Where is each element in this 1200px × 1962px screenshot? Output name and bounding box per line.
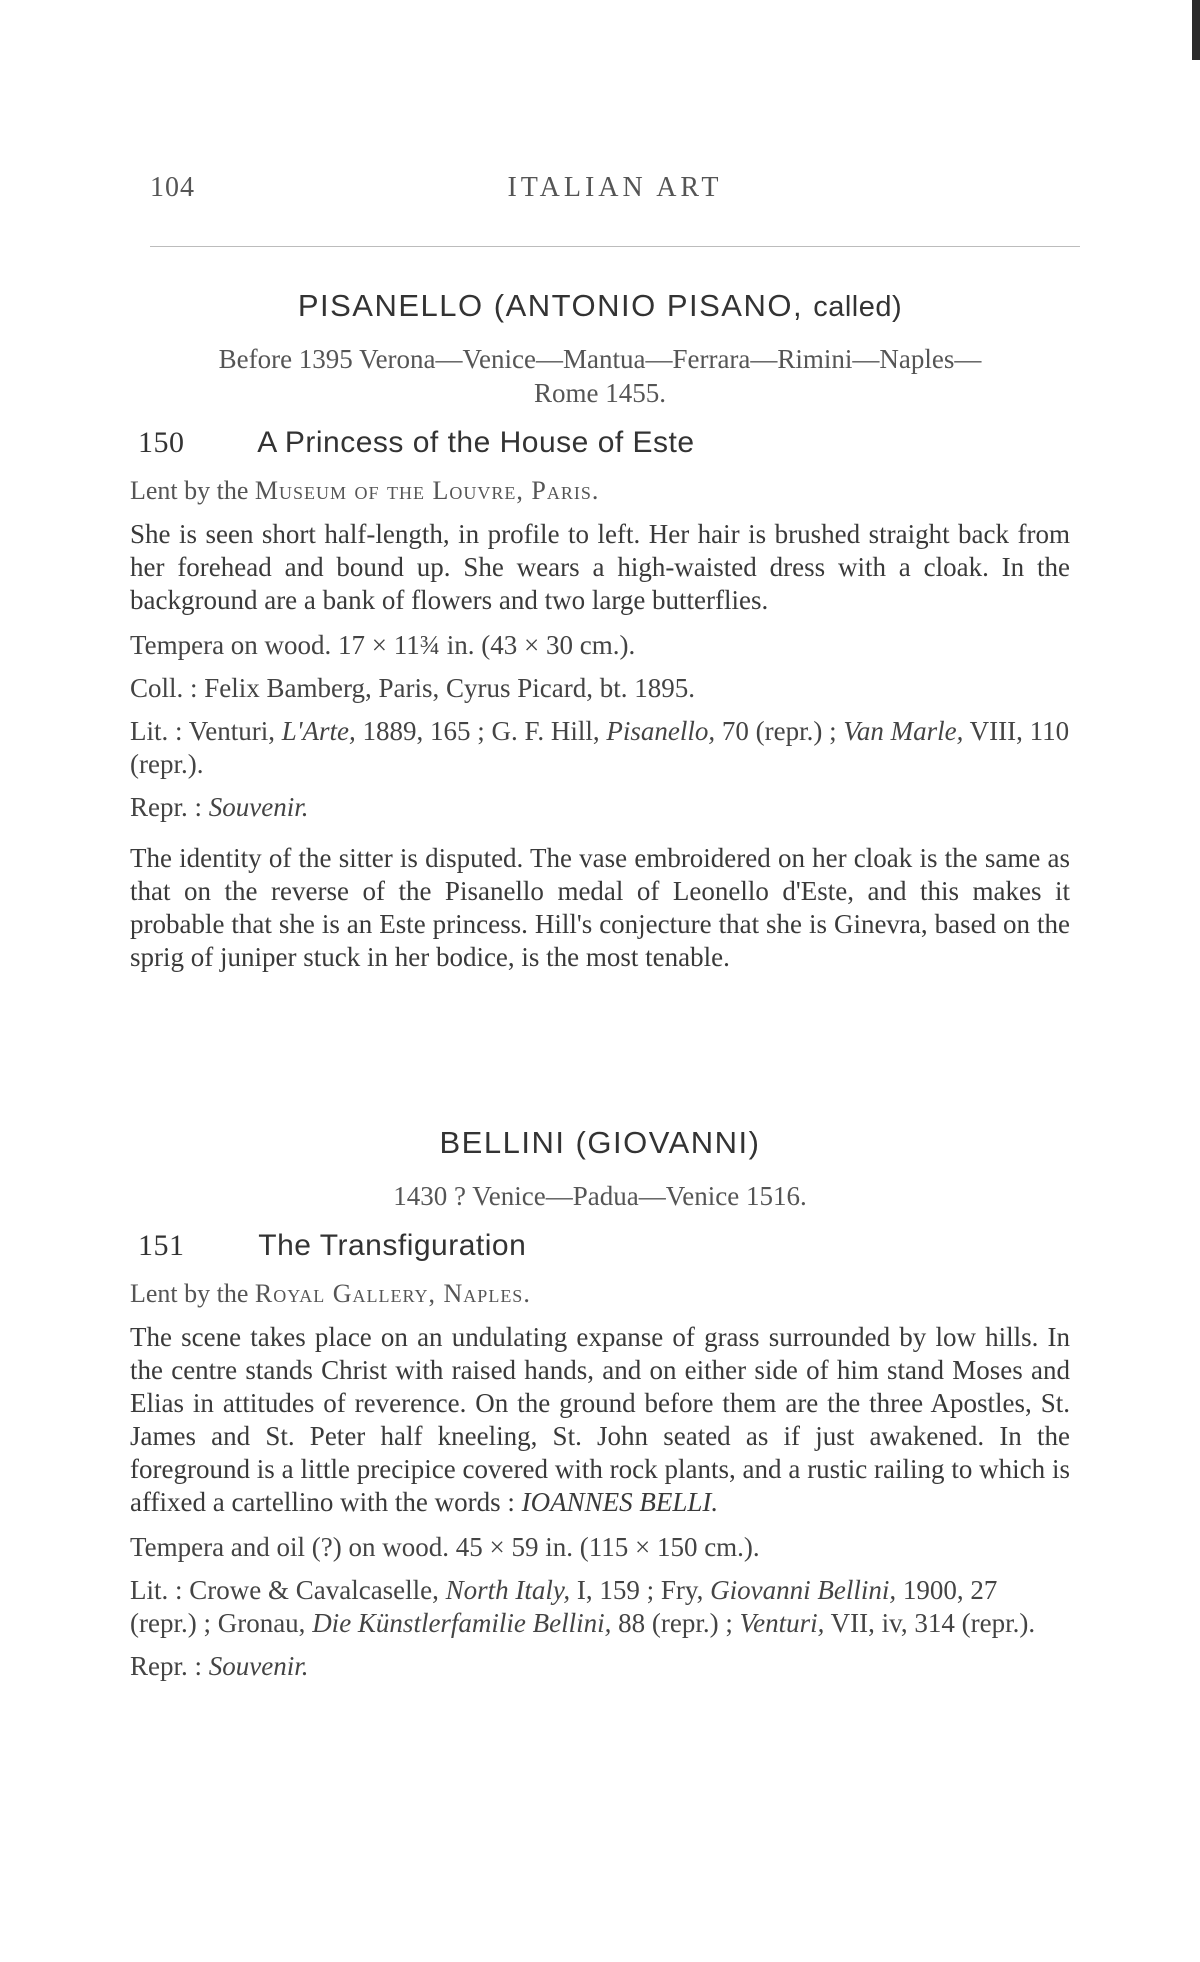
running-header: [150, 172, 1080, 212]
description: [130, 1321, 1070, 1519]
lit-title: Van Marle,: [843, 716, 964, 746]
description: She is seen short half-length, in profile to left. Her hair is brushed straight back from her forehead and bound up. She wears a high-waisted dress with a cloak. In the background are a bank of flowers and two large butterflies.: [130, 519, 1070, 615]
inscription: IOANNES BELLI.: [521, 1487, 719, 1517]
lit-title: Venturi,: [739, 1608, 825, 1638]
lender-line: [130, 476, 1070, 506]
artist-name: BELLINI (GIOVANNI): [439, 1125, 761, 1160]
lender-name: Royal Gallery, Naples.: [254, 1279, 531, 1308]
lit-title: North Italy,: [445, 1575, 571, 1605]
repr-label: Repr. :: [130, 792, 202, 822]
catalogue-number: 151: [138, 1229, 185, 1262]
lit-text: Lit. : Crowe & Cavalcaselle,: [130, 1575, 439, 1605]
page-number: 104: [150, 172, 195, 203]
work-title: [130, 426, 1070, 460]
medium-dimensions: Tempera and oil (?) on wood. 45 × 59 in. (115 × 150 cm.).: [130, 1532, 760, 1562]
lit-text: 70 (repr.) ;: [721, 716, 837, 746]
artist-name: PISANELLO (ANTONIO PISANO,: [297, 288, 804, 323]
repr-value: Souvenir.: [208, 792, 309, 822]
repr-value: Souvenir.: [208, 1651, 309, 1681]
scan-edge-mark: [1192, 0, 1200, 60]
lender-name: Museum of the Louvre, Paris.: [254, 476, 600, 505]
title-text: The Transfiguration: [258, 1229, 527, 1262]
lit-text: 1900, 27 (repr.) ; Gronau,: [130, 1575, 998, 1638]
catalogue-number: 150: [138, 426, 185, 459]
lender-line: [130, 1279, 1070, 1309]
artist-bio: 1430 ? Venice—Padua—Venice 1516.: [393, 1181, 807, 1211]
artist-name-suffix: called): [813, 291, 903, 323]
description-text: The scene takes place on an undulating expanse of grass surrounded by low hills. In the centre stands Christ with raised hands, and on either side of him stand Moses and Elias in attitudes of reverence. On the ground before them are the three Apostles, St. James and St. Peter half kneeling, St. John seated as if just awakened. In the foreground is a little precipice covered with rock plants, and a rustic railing to which is affixed a cartellino with the words :: [130, 1322, 1070, 1517]
medium-dimensions: Tempera on wood. 17 × 11¾ in. (43 × 30 cm.).: [130, 630, 636, 660]
lit-text: Lit. : Venturi,: [130, 716, 275, 746]
lent-prefix: Lent by the: [130, 1279, 249, 1308]
catalogue-entry: [130, 288, 1070, 986]
header-rule: [150, 246, 1080, 247]
artist-heading: [130, 288, 1070, 324]
collection-history: Coll. : Felix Bamberg, Paris, Cyrus Picard, bt. 1895.: [130, 673, 695, 703]
lit-text: I, 159 ; Fry,: [576, 1575, 704, 1605]
lent-prefix: Lent by the: [130, 476, 249, 505]
lit-title: L'Arte,: [281, 716, 356, 746]
artist-bio: Before 1395 Verona—Venice—Mantua—Ferrara—Rimini—Naples—Rome 1455.: [218, 344, 982, 408]
lit-title: Giovanni Bellini,: [710, 1575, 897, 1605]
commentary: The identity of the sitter is disputed. The vase embroidered on her cloak is the same as that on the reverse of the Pisanello medal of Leonello d'Este, and this makes it probable that she is an Este princess. Hill's conjecture that she is Ginevra, based on the sprig of juniper stuck in her bodice, is the most tenable.: [130, 843, 1070, 972]
title-text: A Princess of the House of Este: [257, 426, 695, 459]
lit-text: VII, iv, 314 (repr.).: [830, 1608, 1036, 1638]
reproduction-note: [130, 791, 1070, 824]
running-title: ITALIAN ART: [507, 172, 723, 203]
lit-title: Die Künstlerfamilie Bellini,: [312, 1608, 612, 1638]
lit-text: 88 (repr.) ;: [618, 1608, 733, 1638]
literature: [130, 1574, 1070, 1640]
lit-title: Pisanello,: [606, 716, 716, 746]
literature: [130, 715, 1070, 781]
work-title: [130, 1229, 1070, 1263]
repr-label: Repr. :: [130, 1651, 202, 1681]
artist-heading: [130, 1125, 1070, 1161]
lit-text: VIII, 110 (repr.).: [130, 716, 1070, 779]
lit-text: 1889, 165 ; G. F. Hill,: [362, 716, 600, 746]
reproduction-note: [130, 1650, 1070, 1683]
catalogue-entry: [130, 1125, 1070, 1693]
